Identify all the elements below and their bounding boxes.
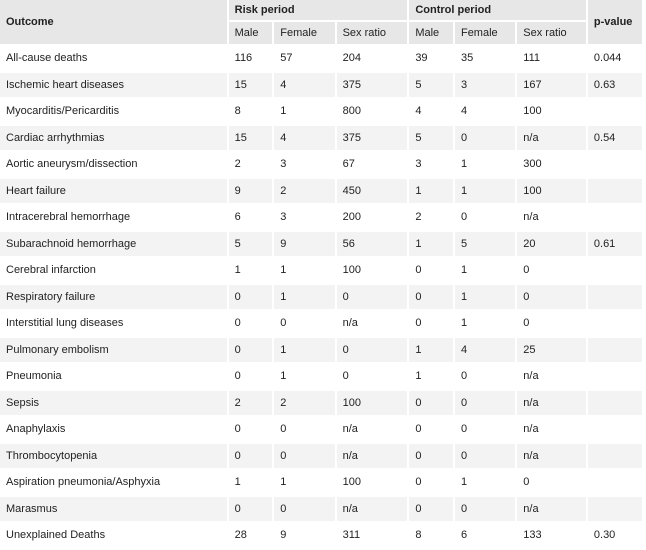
table-row bbox=[0, 99, 642, 124]
cell-p-value: 0.30 bbox=[588, 523, 642, 548]
cell-control-female: 1 bbox=[455, 179, 515, 204]
cell-outcome: All-cause deaths bbox=[0, 46, 227, 71]
cell-outcome: Aortic aneurysm/dissection bbox=[0, 152, 227, 177]
cell-risk-female: 0 bbox=[274, 497, 334, 522]
cell-control-sex-ratio: n/a bbox=[517, 364, 586, 389]
cell-risk-male: 9 bbox=[229, 179, 273, 204]
cell-control-male: 0 bbox=[409, 285, 453, 310]
cell-risk-sex-ratio: 100 bbox=[337, 391, 408, 416]
cell-outcome: Pneumonia bbox=[0, 364, 227, 389]
cell-p-value bbox=[588, 285, 642, 310]
table-row bbox=[0, 179, 642, 204]
table-row bbox=[0, 232, 642, 257]
cell-control-male: 1 bbox=[409, 364, 453, 389]
cell-control-sex-ratio: n/a bbox=[517, 497, 586, 522]
cell-risk-sex-ratio: 375 bbox=[337, 73, 408, 98]
cell-risk-female: 1 bbox=[274, 364, 334, 389]
cell-risk-sex-ratio: n/a bbox=[337, 497, 408, 522]
table-row bbox=[0, 205, 642, 230]
table-row bbox=[0, 444, 642, 469]
cell-risk-female: 1 bbox=[274, 338, 334, 363]
cell-control-sex-ratio: 100 bbox=[517, 179, 586, 204]
cell-risk-female: 9 bbox=[274, 232, 334, 257]
cell-p-value bbox=[588, 497, 642, 522]
header-outcome: Outcome bbox=[0, 0, 227, 44]
cell-risk-sex-ratio: 100 bbox=[337, 258, 408, 283]
cell-control-female: 1 bbox=[455, 258, 515, 283]
cell-risk-male: 6 bbox=[229, 205, 273, 230]
cell-risk-sex-ratio: 204 bbox=[337, 46, 408, 71]
cell-p-value bbox=[588, 205, 642, 230]
cell-risk-female: 2 bbox=[274, 179, 334, 204]
cell-control-female: 0 bbox=[455, 417, 515, 442]
cell-outcome: Interstitial lung diseases bbox=[0, 311, 227, 336]
cell-control-male: 0 bbox=[409, 391, 453, 416]
cell-control-male: 0 bbox=[409, 258, 453, 283]
cell-control-female: 4 bbox=[455, 99, 515, 124]
cell-risk-female: 57 bbox=[274, 46, 334, 71]
cell-risk-female: 1 bbox=[274, 99, 334, 124]
header-p-value: p-value bbox=[588, 0, 642, 44]
cell-risk-male: 0 bbox=[229, 338, 273, 363]
cell-control-male: 8 bbox=[409, 523, 453, 548]
cell-control-female: 1 bbox=[455, 470, 515, 495]
cell-control-male: 4 bbox=[409, 99, 453, 124]
table-row bbox=[0, 470, 642, 495]
cell-p-value bbox=[588, 338, 642, 363]
cell-p-value: 0.54 bbox=[588, 126, 642, 151]
cell-risk-female: 0 bbox=[274, 444, 334, 469]
cell-p-value bbox=[588, 258, 642, 283]
table-row bbox=[0, 417, 642, 442]
cell-control-male: 1 bbox=[409, 338, 453, 363]
cell-control-female: 5 bbox=[455, 232, 515, 257]
cell-risk-male: 28 bbox=[229, 523, 273, 548]
subheader-control-male: Male bbox=[409, 22, 453, 44]
cell-p-value: 0.63 bbox=[588, 73, 642, 98]
cell-risk-female: 3 bbox=[274, 205, 334, 230]
table-row bbox=[0, 497, 642, 522]
cell-control-sex-ratio: 0 bbox=[517, 285, 586, 310]
cell-control-female: 1 bbox=[455, 311, 515, 336]
cell-control-male: 0 bbox=[409, 311, 453, 336]
cell-outcome: Sepsis bbox=[0, 391, 227, 416]
cell-control-sex-ratio: n/a bbox=[517, 205, 586, 230]
table-row bbox=[0, 523, 642, 548]
cell-risk-sex-ratio: 800 bbox=[337, 99, 408, 124]
cell-risk-female: 1 bbox=[274, 258, 334, 283]
cell-control-sex-ratio: 25 bbox=[517, 338, 586, 363]
cell-outcome: Unexplained Deaths bbox=[0, 523, 227, 548]
cell-risk-female: 2 bbox=[274, 391, 334, 416]
cell-risk-sex-ratio: 311 bbox=[337, 523, 408, 548]
cell-outcome: Ischemic heart diseases bbox=[0, 73, 227, 98]
cell-risk-female: 1 bbox=[274, 470, 334, 495]
cell-control-female: 4 bbox=[455, 338, 515, 363]
cell-risk-female: 4 bbox=[274, 73, 334, 98]
cell-outcome: Aspiration pneumonia/Asphyxia bbox=[0, 470, 227, 495]
subheader-risk-sex-ratio: Sex ratio bbox=[337, 22, 408, 44]
cell-risk-male: 2 bbox=[229, 152, 273, 177]
cell-control-female: 6 bbox=[455, 523, 515, 548]
table-row bbox=[0, 311, 642, 336]
cell-control-sex-ratio: 167 bbox=[517, 73, 586, 98]
cell-p-value: 0.044 bbox=[588, 46, 642, 71]
cell-risk-male: 15 bbox=[229, 73, 273, 98]
cell-outcome: Cardiac arrhythmias bbox=[0, 126, 227, 151]
cell-control-sex-ratio: 300 bbox=[517, 152, 586, 177]
cell-risk-sex-ratio: 200 bbox=[337, 205, 408, 230]
cell-control-sex-ratio: 0 bbox=[517, 470, 586, 495]
cell-risk-male: 15 bbox=[229, 126, 273, 151]
header-row bbox=[0, 0, 642, 20]
cell-risk-sex-ratio: 100 bbox=[337, 470, 408, 495]
cell-control-female: 3 bbox=[455, 73, 515, 98]
table-row bbox=[0, 46, 642, 71]
cell-control-sex-ratio: 111 bbox=[517, 46, 586, 71]
cell-control-male: 0 bbox=[409, 497, 453, 522]
cell-control-sex-ratio: 133 bbox=[517, 523, 586, 548]
cell-control-sex-ratio: 20 bbox=[517, 232, 586, 257]
cell-p-value bbox=[588, 179, 642, 204]
cell-risk-sex-ratio: n/a bbox=[337, 417, 408, 442]
cell-risk-male: 1 bbox=[229, 470, 273, 495]
cell-control-sex-ratio: n/a bbox=[517, 417, 586, 442]
cell-risk-sex-ratio: n/a bbox=[337, 444, 408, 469]
cell-control-female: 0 bbox=[455, 126, 515, 151]
cell-control-male: 0 bbox=[409, 470, 453, 495]
table-row bbox=[0, 364, 642, 389]
cell-risk-sex-ratio: 67 bbox=[337, 152, 408, 177]
cell-risk-male: 8 bbox=[229, 99, 273, 124]
cell-control-sex-ratio: 100 bbox=[517, 99, 586, 124]
cell-p-value bbox=[588, 152, 642, 177]
cell-risk-female: 0 bbox=[274, 311, 334, 336]
cell-risk-sex-ratio: 56 bbox=[337, 232, 408, 257]
cell-risk-female: 1 bbox=[274, 285, 334, 310]
cell-risk-female: 4 bbox=[274, 126, 334, 151]
cell-outcome: Cerebral infarction bbox=[0, 258, 227, 283]
subheader-control-sex-ratio: Sex ratio bbox=[517, 22, 586, 44]
cell-control-female: 1 bbox=[455, 152, 515, 177]
cell-outcome: Anaphylaxis bbox=[0, 417, 227, 442]
cell-p-value bbox=[588, 311, 642, 336]
cell-control-female: 0 bbox=[455, 497, 515, 522]
cell-risk-male: 116 bbox=[229, 46, 273, 71]
cell-control-male: 39 bbox=[409, 46, 453, 71]
cell-outcome: Thrombocytopenia bbox=[0, 444, 227, 469]
cell-outcome: Subarachnoid hemorrhage bbox=[0, 232, 227, 257]
cell-control-sex-ratio: n/a bbox=[517, 444, 586, 469]
cell-control-sex-ratio: n/a bbox=[517, 391, 586, 416]
cell-control-male: 1 bbox=[409, 179, 453, 204]
cell-risk-male: 0 bbox=[229, 285, 273, 310]
cell-risk-male: 0 bbox=[229, 444, 273, 469]
table-row bbox=[0, 338, 642, 363]
cell-p-value bbox=[588, 417, 642, 442]
cell-p-value bbox=[588, 99, 642, 124]
cell-control-sex-ratio: 0 bbox=[517, 258, 586, 283]
table-row bbox=[0, 285, 642, 310]
cell-risk-female: 3 bbox=[274, 152, 334, 177]
cell-control-male: 2 bbox=[409, 205, 453, 230]
subheader-risk-male: Male bbox=[229, 22, 273, 44]
cell-control-sex-ratio: n/a bbox=[517, 126, 586, 151]
cell-risk-sex-ratio: n/a bbox=[337, 311, 408, 336]
cell-control-male: 0 bbox=[409, 417, 453, 442]
cell-risk-sex-ratio: 0 bbox=[337, 338, 408, 363]
cell-p-value bbox=[588, 444, 642, 469]
subheader-control-female: Female bbox=[455, 22, 515, 44]
cell-p-value bbox=[588, 391, 642, 416]
cell-control-male: 5 bbox=[409, 73, 453, 98]
table-row bbox=[0, 126, 642, 151]
cell-p-value: 0.61 bbox=[588, 232, 642, 257]
cell-outcome: Intracerebral hemorrhage bbox=[0, 205, 227, 230]
cell-control-female: 0 bbox=[455, 364, 515, 389]
cell-outcome: Respiratory failure bbox=[0, 285, 227, 310]
table-row bbox=[0, 391, 642, 416]
cell-control-female: 35 bbox=[455, 46, 515, 71]
cell-risk-male: 1 bbox=[229, 258, 273, 283]
cell-risk-male: 0 bbox=[229, 364, 273, 389]
cell-risk-sex-ratio: 375 bbox=[337, 126, 408, 151]
cell-control-male: 1 bbox=[409, 232, 453, 257]
cell-control-female: 0 bbox=[455, 205, 515, 230]
cell-risk-male: 2 bbox=[229, 391, 273, 416]
cell-p-value bbox=[588, 364, 642, 389]
header-control-period: Control period bbox=[409, 0, 586, 20]
table-row bbox=[0, 73, 642, 98]
cell-risk-male: 5 bbox=[229, 232, 273, 257]
table-row bbox=[0, 152, 642, 177]
cell-outcome: Pulmonary embolism bbox=[0, 338, 227, 363]
cell-risk-sex-ratio: 0 bbox=[337, 285, 408, 310]
cell-risk-male: 0 bbox=[229, 311, 273, 336]
cell-outcome: Marasmus bbox=[0, 497, 227, 522]
subheader-risk-female: Female bbox=[274, 22, 334, 44]
cell-control-female: 0 bbox=[455, 444, 515, 469]
cell-outcome: Myocarditis/Pericarditis bbox=[0, 99, 227, 124]
cell-control-female: 1 bbox=[455, 285, 515, 310]
header-risk-period: Risk period bbox=[229, 0, 408, 20]
table-row bbox=[0, 258, 642, 283]
cell-risk-male: 0 bbox=[229, 417, 273, 442]
cell-risk-male: 0 bbox=[229, 497, 273, 522]
cell-risk-female: 9 bbox=[274, 523, 334, 548]
cell-risk-female: 0 bbox=[274, 417, 334, 442]
cell-risk-sex-ratio: 0 bbox=[337, 364, 408, 389]
cell-risk-sex-ratio: 450 bbox=[337, 179, 408, 204]
cell-control-sex-ratio: 0 bbox=[517, 311, 586, 336]
cell-p-value bbox=[588, 470, 642, 495]
cell-control-male: 3 bbox=[409, 152, 453, 177]
table-body bbox=[0, 46, 642, 548]
cell-outcome: Heart failure bbox=[0, 179, 227, 204]
cell-control-male: 0 bbox=[409, 444, 453, 469]
cell-control-male: 5 bbox=[409, 126, 453, 151]
cell-control-female: 0 bbox=[455, 391, 515, 416]
